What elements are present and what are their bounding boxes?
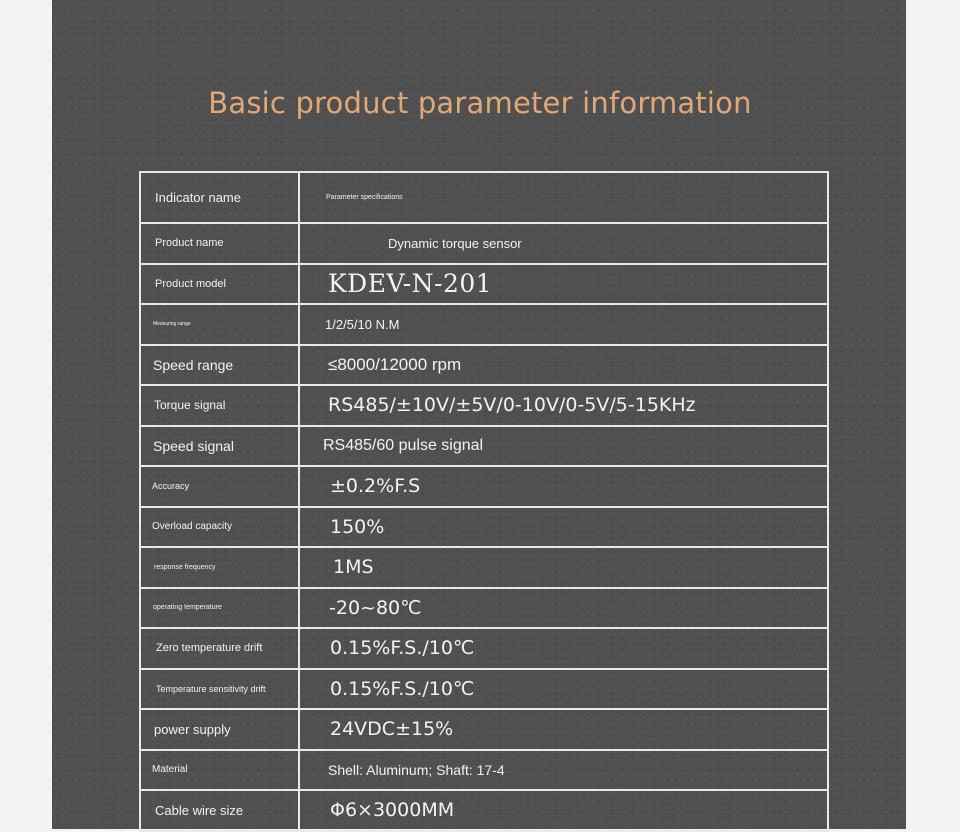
row-value: 0.15%F.S./10℃ (299, 669, 828, 710)
row-label: Accuracy (140, 466, 299, 507)
row-label: Material (140, 750, 299, 791)
table-row (140, 507, 828, 548)
row-value: -20~80℃ (299, 588, 828, 629)
row-value: Shell: Aluminum; Shaft: 17-4 (299, 750, 828, 791)
table-row (140, 628, 828, 669)
table-row (140, 223, 828, 264)
table-row (140, 588, 828, 629)
row-label: Cable wire size (140, 790, 299, 831)
row-value: 0.15%F.S./10℃ (299, 628, 828, 669)
row-value: Φ6×3000MM (299, 790, 828, 831)
header-parameter-specifications: Parameter specifications (299, 172, 828, 223)
row-label: Torque signal (140, 385, 299, 426)
row-value: ≤8000/12000 rpm (299, 345, 828, 386)
table-row (140, 750, 828, 791)
table-row (140, 385, 828, 426)
table-row (140, 304, 828, 345)
parameter-table (139, 171, 829, 832)
row-value: ±0.2%F.S (299, 466, 828, 507)
table-row (140, 669, 828, 710)
row-value: 24VDC±15% (299, 709, 828, 750)
row-value: RS485/±10V/±5V/0-10V/0-5V/5-15KHz (299, 385, 828, 426)
row-label: Measuring range (140, 304, 299, 345)
table-row (140, 709, 828, 750)
row-label: Product model (140, 264, 299, 305)
page-title: Basic product parameter information (208, 86, 752, 120)
row-label: Speed range (140, 345, 299, 386)
row-value: 1MS (299, 547, 828, 588)
row-value: RS485/60 pulse signal (299, 426, 828, 467)
table-header-row (140, 172, 828, 223)
row-label: power supply (140, 709, 299, 750)
row-label: Overload capacity (140, 507, 299, 548)
row-label: Product name (140, 223, 299, 264)
row-value: Dynamic torque sensor (299, 223, 828, 264)
row-label: response frequency (140, 547, 299, 588)
table-row (140, 466, 828, 507)
row-label: Zero temperature drift (140, 628, 299, 669)
row-label: operating temperature (140, 588, 299, 629)
table-row (140, 547, 828, 588)
row-value: 1/2/5/10 N.M (299, 304, 828, 345)
table-row (140, 345, 828, 386)
table-row (140, 790, 828, 831)
table-row (140, 426, 828, 467)
row-label: Speed signal (140, 426, 299, 467)
table-row (140, 264, 828, 305)
row-label: Temperature sensitivity drift (140, 669, 299, 710)
row-value: KDEV-N-201 (299, 264, 828, 305)
row-value: 150% (299, 507, 828, 548)
header-indicator-name: Indicator name (140, 172, 299, 223)
